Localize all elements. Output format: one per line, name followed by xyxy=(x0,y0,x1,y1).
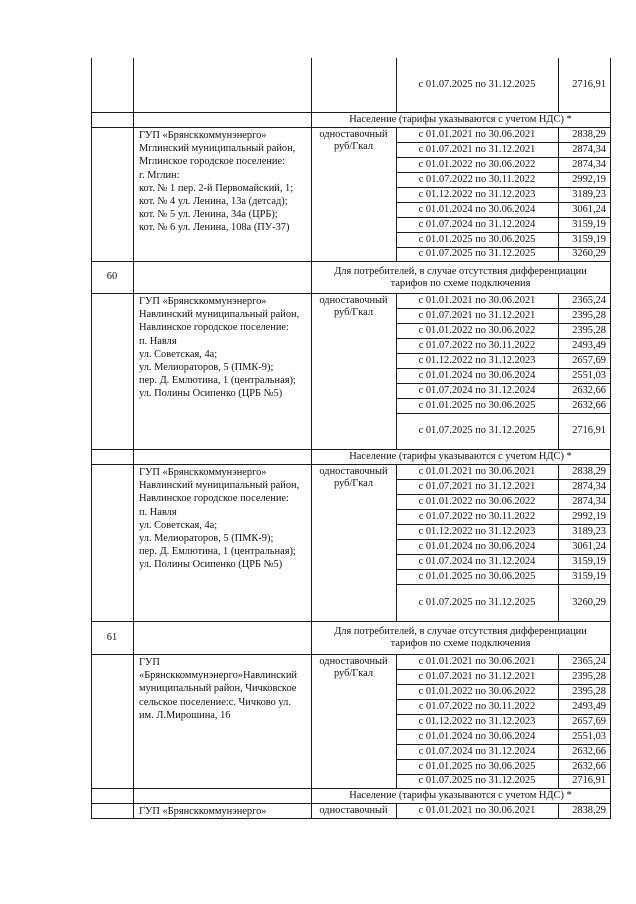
tariff-value: 2632,66 xyxy=(572,384,606,396)
tariff-period: с 01.01.2024 по 30.06.2024 xyxy=(418,203,536,215)
tariff-period: с 01.01.2021 по 30.06.2021 xyxy=(418,128,536,140)
tariff-value: 2632,66 xyxy=(572,745,606,757)
row-border xyxy=(91,112,611,113)
tariff-value: 2716,91 xyxy=(572,79,606,90)
tariff-value: 2395,28 xyxy=(572,324,606,336)
tariff-period: с 01.07.2025 по 31.12.2025 xyxy=(418,248,536,259)
tariff-kind: одноставочный руб/Гкал xyxy=(319,466,388,489)
tariff-period: с 01.01.2024 по 30.06.2024 xyxy=(418,730,536,742)
tariff-value: 2838,29 xyxy=(572,804,606,816)
tariff-value: 2716,91 xyxy=(572,425,606,436)
column-divider xyxy=(311,654,312,788)
tariff-period: с 01.12.2022 по 31.12.2023 xyxy=(418,354,536,366)
tariff-value: 2874,34 xyxy=(572,143,606,155)
tariff-value: 2632,66 xyxy=(572,760,606,772)
tariff-value: 2874,34 xyxy=(572,495,606,507)
tariff-period: с 01.01.2022 по 30.06.2022 xyxy=(418,158,536,170)
column-divider xyxy=(311,58,312,112)
tariff-period: с 01.07.2025 по 31.12.2025 xyxy=(418,775,536,786)
tariff-value: 2551,03 xyxy=(572,369,606,381)
tariff-period: с 01.07.2022 по 30.11.2022 xyxy=(418,510,536,522)
tariff-period: с 01.07.2025 по 31.12.2025 xyxy=(418,596,536,608)
tariff-period: с 01.07.2025 по 31.12.2025 xyxy=(418,79,536,90)
tariff-value: 2657,69 xyxy=(572,354,606,366)
tariff-value: 3159,19 xyxy=(572,233,606,245)
organization-description: ГУП «Брянсккоммунэнерго» Навлинский муниципальный район, Навлинское городское поселение: п. Навля ул. Советская, 4а; ул. Мелиораторов, 5 (ПМК-9); пер. Д. Емлютина, 1 (центральная); ул. Полины Осипенко (ЦРБ №5) xyxy=(139,296,300,400)
group-header: Для потребителей, в случае отсутствия дифференциации тарифов по схеме подключения xyxy=(334,626,587,649)
tariff-period: с 01.12.2022 по 31.12.2023 xyxy=(418,188,536,200)
tariff-period: с 01.01.2021 по 30.06.2021 xyxy=(418,655,536,667)
tariff-value: 2395,28 xyxy=(572,309,606,321)
column-divider xyxy=(311,127,312,261)
tariff-value: 2551,03 xyxy=(572,730,606,742)
tariff-value: 2657,69 xyxy=(572,715,606,727)
tariff-value: 2874,34 xyxy=(572,158,606,170)
tariff-value: 3189,23 xyxy=(572,188,606,200)
tariff-kind: одноставочный руб/Гкал xyxy=(319,129,388,152)
tariff-value: 2992,19 xyxy=(572,510,606,522)
column-divider-number xyxy=(133,58,134,818)
tariff-period: с 01.07.2021 по 31.12.2021 xyxy=(418,309,536,321)
tariff-period: с 01.01.2022 по 30.06.2022 xyxy=(418,324,536,336)
tariff-period: с 01.07.2022 по 30.11.2022 xyxy=(418,339,536,351)
tariff-period: с 01.01.2025 по 30.06.2025 xyxy=(418,233,536,245)
tariff-value: 2992,19 xyxy=(572,173,606,185)
tariff-value: 3159,19 xyxy=(572,570,606,582)
tariff-value: 3260,29 xyxy=(572,248,606,259)
row-border xyxy=(91,621,611,622)
tariff-value: 2716,91 xyxy=(572,775,606,786)
column-divider xyxy=(311,464,312,621)
tariff-period: с 01.07.2022 по 30.11.2022 xyxy=(418,173,536,185)
tariff-period: с 01.01.2025 по 30.06.2025 xyxy=(418,570,536,582)
tariff-value: 2365,24 xyxy=(572,294,606,306)
group-header: Население (тарифы указываются с учетом НДС) * xyxy=(349,451,572,462)
tariff-value: 2493,49 xyxy=(572,700,606,712)
organization-description: ГУП «Брянсккоммунэнерго»Навлинский муниципальный район, Чичковское сельское поселение:с. Чичково ул. им. Л.Мирошина, 16 xyxy=(139,657,297,721)
tariff-value: 3260,29 xyxy=(572,596,606,608)
row-number: 60 xyxy=(106,271,118,282)
tariff-period: с 01.07.2021 по 31.12.2021 xyxy=(418,143,536,155)
tariff-period: с 01.07.2024 по 31.12.2024 xyxy=(418,218,536,230)
organization-description: ГУП «Брянсккоммунэнерго» Мглинский муниципальный район, Мглинское городское поселение: г. Мглин: кот. № 1 пер. 2-й Первомайский, 1; кот. № 4 ул. Ленина, 13а (детсад); кот. № 5 ул. Ленина, 34а (ЦРБ); кот. № 6 ул. Ленина, 108а (ПУ-37) xyxy=(139,130,296,234)
tariff-period: с 01.07.2024 по 31.12.2024 xyxy=(418,384,536,396)
tariff-period: с 01.07.2021 по 31.12.2021 xyxy=(418,480,536,492)
tariff-value: 3159,19 xyxy=(572,555,606,567)
tariff-period: с 01.12.2022 по 31.12.2023 xyxy=(418,525,536,537)
tariff-period: с 01.01.2025 по 30.06.2025 xyxy=(418,399,536,411)
tariff-value: 2395,28 xyxy=(572,670,606,682)
row-border xyxy=(91,261,611,262)
table-border-left xyxy=(91,58,92,818)
tariff-period: с 01.01.2021 по 30.06.2021 xyxy=(418,804,536,816)
tariff-value: 2493,49 xyxy=(572,339,606,351)
period-divider xyxy=(396,584,611,585)
column-divider xyxy=(311,293,312,449)
tariff-period: с 01.01.2025 по 30.06.2025 xyxy=(418,760,536,772)
tariff-period: с 01.07.2022 по 30.11.2022 xyxy=(418,700,536,712)
tariff-period: с 01.01.2021 по 30.06.2021 xyxy=(418,294,536,306)
organization-description: ГУП «Брянсккоммунэнерго» Навлинский муниципальный район, Навлинское городское поселение: п. Навля ул. Советская, 4а; ул. Мелиораторов, 5 (ПМК-9); пер. Д. Емлютина, 1 (центральная); ул. Полины Осипенко (ЦРБ №5) xyxy=(139,467,300,571)
tariff-period: с 01.01.2024 по 30.06.2024 xyxy=(418,369,536,381)
tariff-value: 2365,24 xyxy=(572,655,606,667)
tariff-period: с 01.01.2021 по 30.06.2021 xyxy=(418,465,536,477)
group-header: Население (тарифы указываются с учетом НДС) * xyxy=(349,790,572,801)
tariff-kind: одноставочный руб/Гкал xyxy=(319,656,388,679)
tariff-kind: одноставочный xyxy=(319,805,388,816)
tariff-period: с 01.07.2025 по 31.12.2025 xyxy=(418,425,536,436)
row-border xyxy=(91,788,611,789)
period-divider xyxy=(396,413,611,414)
row-number: 61 xyxy=(106,631,118,643)
tariff-value: 2874,34 xyxy=(572,480,606,492)
tariff-value: 3061,24 xyxy=(572,203,606,215)
tariff-period: с 01.01.2022 по 30.06.2022 xyxy=(418,495,536,507)
tariff-period: с 01.01.2024 по 30.06.2024 xyxy=(418,540,536,552)
tariff-value: 2395,28 xyxy=(572,685,606,697)
tariff-period: с 01.07.2024 по 31.12.2024 xyxy=(418,555,536,567)
tariff-value: 2838,29 xyxy=(572,465,606,477)
column-divider xyxy=(311,803,312,818)
tariff-value: 2632,66 xyxy=(572,399,606,411)
tariff-kind: одноставочный руб/Гкал xyxy=(319,295,388,318)
tariff-value: 3159,19 xyxy=(572,218,606,230)
tariff-value: 3061,24 xyxy=(572,540,606,552)
tariff-period: с 01.12.2022 по 31.12.2023 xyxy=(418,715,536,727)
tariff-value: 3189,23 xyxy=(572,525,606,537)
tariff-period: с 01.07.2021 по 31.12.2021 xyxy=(418,670,536,682)
tariff-value: 2838,29 xyxy=(572,128,606,140)
row-border xyxy=(91,449,611,450)
organization-description: ГУП «Брянсккоммунэнерго» xyxy=(139,806,267,817)
tariff-period: с 01.07.2024 по 31.12.2024 xyxy=(418,745,536,757)
group-header: Для потребителей, в случае отсутствия дифференциации тарифов по схеме подключения xyxy=(334,266,587,289)
tariff-period: с 01.01.2022 по 30.06.2022 xyxy=(418,685,536,697)
group-header: Население (тарифы указываются с учетом НДС) * xyxy=(349,114,572,125)
